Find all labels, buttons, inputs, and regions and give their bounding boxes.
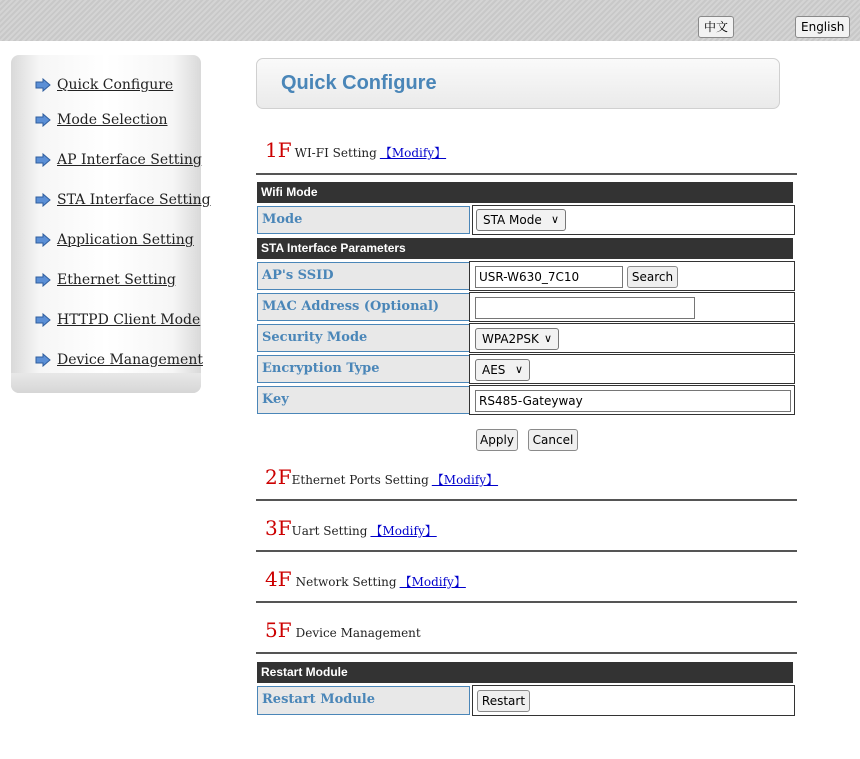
restart-module-label: Restart Module xyxy=(257,686,470,715)
section-ethernet-ports-setting xyxy=(265,465,498,489)
arrow-right-icon xyxy=(35,233,51,247)
key-label: Key xyxy=(257,386,470,414)
arrow-right-icon xyxy=(35,153,51,167)
arrow-right-icon xyxy=(35,273,51,287)
restart-module-cell xyxy=(472,685,795,716)
mode-select[interactable] xyxy=(476,209,566,231)
apply-button[interactable]: Apply xyxy=(476,429,518,451)
cancel-button[interactable]: Cancel xyxy=(528,429,578,451)
sidebar-item-label: Ethernet Setting xyxy=(57,272,176,288)
sidebar-footer xyxy=(11,373,201,393)
divider xyxy=(256,652,797,654)
arrow-right-icon xyxy=(35,193,51,207)
arrow-right-icon xyxy=(35,78,51,92)
sidebar-item-label: Device Management xyxy=(57,352,203,368)
encryption-type-value: AES xyxy=(482,363,506,377)
chinese-language-button[interactable]: 中文 xyxy=(698,16,734,38)
mac-address-cell xyxy=(469,292,795,322)
sidebar-item-sta-interface-setting[interactable] xyxy=(35,189,211,211)
section-label: Uart Setting xyxy=(291,524,368,538)
english-language-button[interactable]: English xyxy=(795,16,850,38)
section-label: Network Setting xyxy=(295,575,397,589)
wifi-mode-header: Wifi Mode xyxy=(257,182,793,203)
sidebar-item-label: HTTPD Client Mode xyxy=(57,312,201,328)
sidebar-item-device-management[interactable] xyxy=(35,349,203,371)
mac-address-label: MAC Address (Optional) xyxy=(257,293,470,321)
divider xyxy=(256,550,797,552)
section-number: 4F xyxy=(265,567,292,591)
divider xyxy=(256,173,797,175)
sidebar-item-httpd-client-mode[interactable] xyxy=(35,309,200,331)
security-mode-label: Security Mode xyxy=(257,324,470,352)
arrow-right-icon xyxy=(35,353,51,367)
network-modify-link[interactable]: 【Modify】 xyxy=(399,575,466,589)
security-mode-cell xyxy=(469,323,795,353)
section-network-setting xyxy=(265,567,466,591)
sidebar-item-quick-configure[interactable] xyxy=(35,74,173,96)
section-label: WI-FI Setting xyxy=(294,146,377,160)
restart-button[interactable]: Restart xyxy=(477,690,530,712)
section-number: 5F xyxy=(265,618,292,642)
ssid-label: AP's SSID xyxy=(257,262,470,290)
security-mode-value: WPA2PSK xyxy=(482,332,539,346)
sidebar-item-ap-interface-setting[interactable] xyxy=(35,149,202,171)
divider xyxy=(256,601,797,603)
search-button[interactable]: Search xyxy=(627,266,678,288)
arrow-right-icon xyxy=(35,113,51,127)
ssid-cell xyxy=(469,261,795,291)
section-number: 3F xyxy=(265,516,292,540)
mac-address-input[interactable] xyxy=(475,297,695,319)
encryption-type-cell xyxy=(469,354,795,384)
section-uart-setting xyxy=(265,516,437,540)
restart-module-header: Restart Module xyxy=(257,662,793,683)
sidebar-item-ethernet-setting[interactable] xyxy=(35,269,176,291)
page-title-box xyxy=(256,58,780,109)
sidebar-item-label: Quick Configure xyxy=(57,77,174,93)
chevron-down-icon: ∨ xyxy=(514,363,523,376)
uart-modify-link[interactable]: 【Modify】 xyxy=(370,524,437,538)
ethernet-modify-link[interactable]: 【Modify】 xyxy=(431,473,499,487)
section-number: 2F xyxy=(265,465,292,489)
section-wifi-setting xyxy=(265,138,446,162)
arrow-right-icon xyxy=(35,313,51,327)
sidebar xyxy=(11,55,211,393)
sidebar-item-label: AP Interface Setting xyxy=(57,152,202,168)
encryption-type-select[interactable] xyxy=(475,359,530,381)
page-title: Quick Configure xyxy=(281,72,437,94)
mode-select-value: STA Mode xyxy=(483,213,542,227)
sta-parameters-header: STA Interface Parameters xyxy=(257,238,793,259)
key-cell xyxy=(469,385,795,415)
sidebar-item-mode-selection[interactable] xyxy=(35,109,168,131)
sidebar-item-application-setting[interactable] xyxy=(35,229,194,251)
section-device-management xyxy=(265,618,421,642)
mode-cell xyxy=(472,205,795,235)
section-label: Ethernet Ports Setting xyxy=(291,473,429,487)
section-label: Device Management xyxy=(295,626,421,640)
sidebar-item-label: Application Setting xyxy=(57,232,194,248)
ssid-input[interactable]: USR-W630_7C10 xyxy=(475,266,623,288)
mode-label: Mode xyxy=(257,206,470,234)
chevron-down-icon: ∨ xyxy=(543,332,552,345)
sidebar-item-label: STA Interface Setting xyxy=(57,192,211,208)
key-input[interactable]: RS485-Gateyway xyxy=(475,390,791,412)
chevron-down-icon: ∨ xyxy=(550,213,559,226)
security-mode-select[interactable] xyxy=(475,328,559,350)
wifi-modify-link[interactable]: 【Modify】 xyxy=(379,146,447,160)
divider xyxy=(256,499,797,501)
encryption-type-label: Encryption Type xyxy=(257,355,470,383)
section-number: 1F xyxy=(265,138,292,162)
sidebar-item-label: Mode Selection xyxy=(57,112,168,128)
